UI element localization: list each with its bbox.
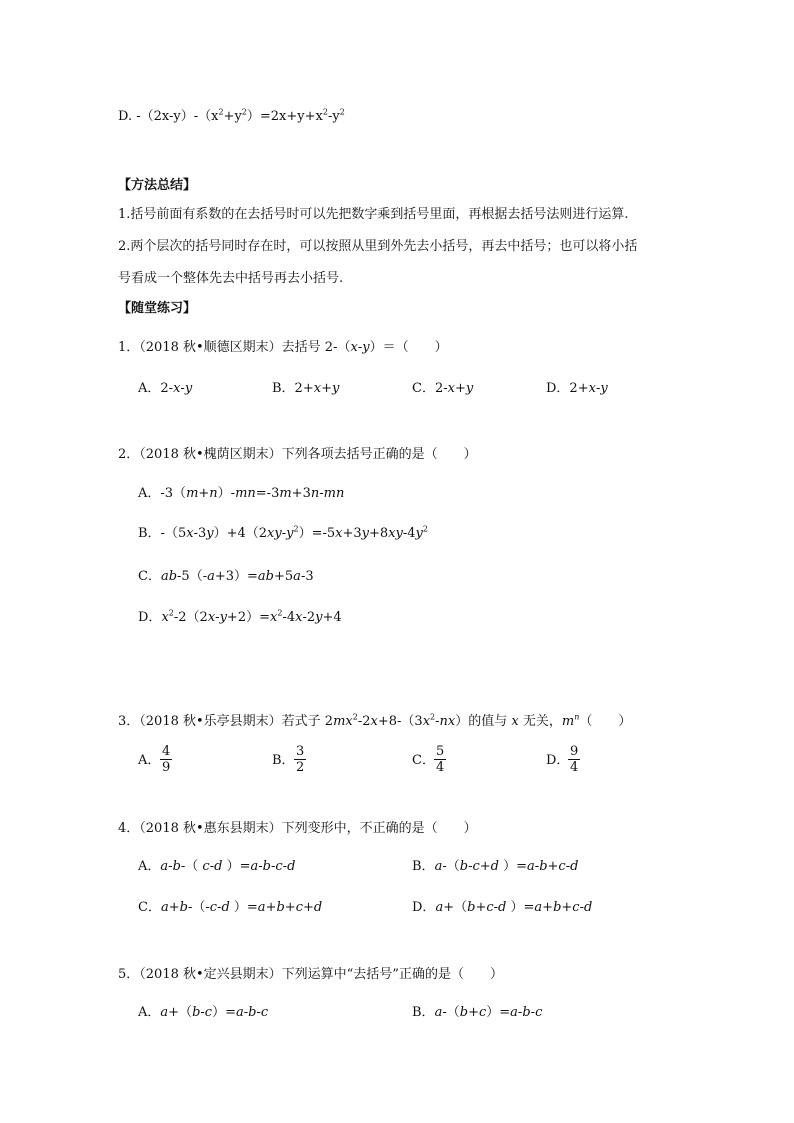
question-1 xyxy=(118,339,448,357)
method-summary-heading: 【方法总结】 xyxy=(118,178,197,193)
fraction-denominator: 9 xyxy=(162,760,171,775)
fraction-numerator: 3 xyxy=(296,744,305,759)
q1-option-b[interactable]: B．2+x+y xyxy=(272,381,340,396)
fraction-denominator: 4 xyxy=(436,760,445,775)
method-summary-point-2-line-2: 号看成一个整体先去中括号再去小括号. xyxy=(118,271,344,286)
q3-option-a-fraction[interactable] xyxy=(160,744,172,775)
question-text: （2018 秋•乐亭县期末）若式子 $2mx^2-2x+8-(3x^2-nx)$的值与 x 无关，$m^n$（ ） xyxy=(139,712,632,729)
q2-option-b[interactable]: B．$-(5x-3y)+4(2xy-y^2)=-5x+3y+8xy-4y^2$ xyxy=(138,524,428,541)
q3-option-a-label[interactable]: A． xyxy=(138,753,161,768)
question-text: （2018 秋•顺德区期末）去括号 2-（x-y）＝（ ） xyxy=(139,340,448,355)
practice-heading: 【随堂练习】 xyxy=(118,301,197,316)
question-4 xyxy=(118,820,477,838)
question-3 xyxy=(118,713,631,731)
q3-option-c-label[interactable]: C． xyxy=(412,753,435,768)
question-text: （2018 秋•定兴县期末）下列运算中“去括号”正确的是（ ） xyxy=(139,967,503,982)
q2-option-d[interactable]: D．$x^2-2(2x-y+2)=x^2-4x-2y+4$ xyxy=(138,608,342,625)
fraction-numerator: 5 xyxy=(436,744,445,759)
q3-option-b-label[interactable]: B． xyxy=(272,753,295,768)
q2-option-a[interactable]: A．-3（m+n）-mn=-3m+3n-mn xyxy=(138,486,345,501)
method-summary-point-1: 1.括号前面有系数的在去括号时可以先把数字乘到括号里面，再根据去括号法则进行运算. xyxy=(118,207,629,222)
question-number: 2． xyxy=(118,447,140,462)
question-text: （2018 秋•槐荫区期末）下列各项去括号正确的是（ ） xyxy=(139,447,477,462)
q5-option-a[interactable]: A．a+（b-c）=a-b-c xyxy=(138,1005,269,1020)
q1-option-c[interactable]: C．2-x+y xyxy=(412,381,474,396)
q4-option-b[interactable]: B．a-（b-c+d ）=a-b+c-d xyxy=(412,859,579,874)
question-2 xyxy=(118,446,477,464)
question-number: 5． xyxy=(118,967,140,982)
q3-option-c-fraction[interactable] xyxy=(434,744,446,775)
q1-option-d[interactable]: D．2+x-y xyxy=(546,381,608,396)
q5-option-b[interactable]: B．a-（b+c）=a-b-c xyxy=(412,1005,543,1020)
question-5 xyxy=(118,966,503,984)
question-number: 1． xyxy=(118,340,140,355)
q3-option-d-fraction[interactable] xyxy=(568,744,580,775)
question-number: 4． xyxy=(118,821,140,836)
fraction-denominator: 2 xyxy=(296,760,305,775)
q4-option-c[interactable]: C．a+b-（-c-d ）=a+b+c+d xyxy=(138,900,323,915)
fraction-numerator: 9 xyxy=(570,744,579,759)
fraction-numerator: 4 xyxy=(162,744,171,759)
q4-option-d[interactable]: D．a+（b+c-d ）=a+b+c-d xyxy=(412,900,593,915)
question-number: 3． xyxy=(118,714,140,729)
method-summary-point-2-line-1: 2.两个层次的括号同时存在时，可以按照从里到外先去小括号，再去中括号；也可以将小括 xyxy=(118,239,638,254)
prev-question-option-d: D. $-(2x-y)-(x^2+y^2)=2x+y+x^2-y^2$ xyxy=(118,107,345,124)
q4-option-a[interactable]: A．a-b-（ c-d ）=a-b-c-d xyxy=(138,859,296,874)
question-text: （2018 秋•惠东县期末）下列变形中，不正确的是（ ） xyxy=(139,821,477,836)
q3-option-b-fraction[interactable] xyxy=(294,744,306,775)
q1-option-a[interactable]: A．2-x-y xyxy=(138,381,193,396)
fraction-denominator: 4 xyxy=(570,760,579,775)
q3-option-d-label[interactable]: D． xyxy=(546,753,570,768)
q2-option-c[interactable]: C．ab-5（-a+3）=ab+5a-3 xyxy=(138,569,314,584)
